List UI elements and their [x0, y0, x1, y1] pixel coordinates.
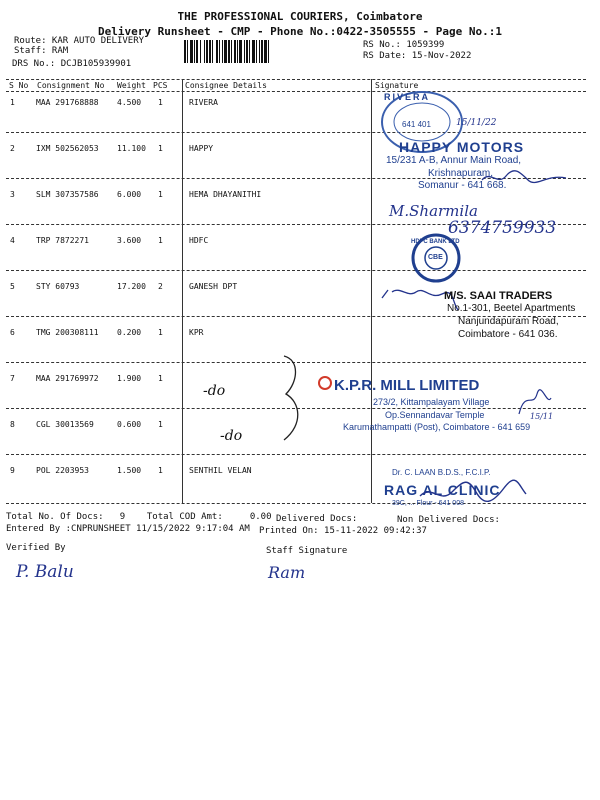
- barcode-bar: [264, 40, 267, 63]
- row-sno: 8: [10, 420, 15, 429]
- barcode-bar: [224, 40, 227, 63]
- row-weight: 0.600: [117, 420, 142, 429]
- barcode-bar: [212, 40, 213, 63]
- barcode-bar: [231, 40, 232, 63]
- row-rule: [6, 132, 586, 133]
- row-sno: 9: [10, 466, 15, 475]
- row-consignment: CGL 30013569: [36, 420, 94, 429]
- table-header-rule: [6, 91, 586, 92]
- row-pcs: 1: [158, 236, 163, 245]
- clinic-line1: Dr. C. LAAN B.D.S., F.C.I.P.: [392, 468, 491, 477]
- barcode-bar: [190, 40, 193, 63]
- clinic-line2: RAG AL CLINIC: [384, 482, 501, 498]
- brace-mark: [270, 352, 310, 444]
- rivera-stamp-text: RIVERA: [384, 92, 431, 102]
- row-consignee: HDFC: [189, 236, 209, 245]
- barcode-bar: [216, 40, 218, 63]
- rivera-stamp-code: 641 401: [402, 120, 431, 129]
- kpr-line2: Op.Sennandavar Temple: [385, 410, 485, 420]
- table-top-rule: [6, 79, 586, 80]
- barcode-bar: [249, 40, 250, 63]
- row-consignee: HEMA DHAYANITHI: [189, 190, 262, 199]
- row-weight: 6.000: [117, 190, 142, 199]
- handwritten-name: M.Sharmila: [389, 202, 478, 220]
- hdfc-stamp-inner: CBE: [428, 254, 443, 261]
- barcode-bar: [237, 40, 238, 63]
- staff-label: Staff: RAM: [14, 46, 69, 56]
- clinic-line3: 39C, ... Flour - 641 008: [392, 500, 464, 507]
- verified-by-label: Verified By: [6, 543, 66, 553]
- row-weight: 11.100: [117, 144, 146, 153]
- ditto-mark-row8: -do: [220, 428, 243, 444]
- delivered-docs: Delivered Docs:: [276, 514, 358, 524]
- row-sno: 2: [10, 144, 15, 153]
- staff-signature-label: Staff Signature: [266, 546, 348, 556]
- row-sno: 7: [10, 374, 15, 383]
- barcode-bar: [252, 40, 255, 63]
- row-consignment: MAA 291768888: [36, 98, 99, 107]
- row-pcs: 1: [158, 190, 163, 199]
- kpr-line3: Karumathampatti (Post), Coimbatore - 641 659: [343, 422, 531, 432]
- row-rule: [6, 454, 586, 455]
- handwritten-phone: 6374759933: [448, 218, 557, 238]
- barcode-bar: [196, 40, 198, 63]
- happy-motors-line2: Krishnapuram,: [428, 168, 494, 179]
- saai-traders-line2: Nanjundapuram Road,: [458, 316, 559, 327]
- row-pcs: 1: [158, 374, 163, 383]
- barcode-bar: [246, 40, 248, 63]
- saai-traders-line1: No.1-301, Beetel Apartments: [447, 303, 576, 314]
- barcode-bar: [194, 40, 195, 63]
- row-consignment: TMG 200308111: [36, 328, 99, 337]
- row-pcs: 1: [158, 98, 163, 107]
- entered-by: Entered By :CNPRUNSHEET 11/15/2022 9:17:04 AM: [6, 524, 250, 534]
- kpr-logo: [318, 375, 332, 389]
- row-weight: 17.200: [117, 282, 146, 291]
- row-pcs: 1: [158, 328, 163, 337]
- drs-label: DRS No.: DCJB105939901: [12, 59, 132, 69]
- barcode-bar: [244, 40, 245, 63]
- signature-divider: [371, 79, 372, 503]
- col-signature: Signature: [375, 81, 419, 90]
- barcode-bar: [261, 40, 263, 63]
- row-weight: 4.500: [117, 98, 142, 107]
- row-consignment: MAA 291769972: [36, 374, 99, 383]
- row-weight: 3.600: [117, 236, 142, 245]
- row-weight: 1.900: [117, 374, 142, 383]
- col-consignee: Consignee Details: [185, 81, 267, 90]
- barcode-bar: [239, 40, 242, 63]
- row-sno: 3: [10, 190, 15, 199]
- barcode-bar: [184, 40, 186, 63]
- row-pcs: 1: [158, 420, 163, 429]
- row-consignee: SENTHIL VELAN: [189, 466, 252, 475]
- row-consignment: TRP 7872271: [36, 236, 89, 245]
- barcode-bar: [234, 40, 236, 63]
- row-sno: 5: [10, 282, 15, 291]
- row-consignment: IXM 502562053: [36, 144, 99, 153]
- row-sno: 4: [10, 236, 15, 245]
- row-pcs: 1: [158, 466, 163, 475]
- row-rule: [6, 270, 586, 271]
- happy-motors-line1: 15/231 A-B, Annur Main Road,: [386, 155, 522, 166]
- company-title: THE PROFESSIONAL COURIERS, Coimbatore: [177, 10, 423, 23]
- kpr-mill-name: K.P.R. MILL LIMITED: [334, 377, 480, 394]
- hdfc-stamp: [405, 233, 467, 283]
- happy-motors-line3: Somanur - 641 668.: [418, 180, 507, 191]
- col-sno: S No: [9, 81, 29, 90]
- row-sno: 1: [10, 98, 15, 107]
- row-consignee: KPR: [189, 328, 204, 337]
- row-weight: 0.200: [117, 328, 142, 337]
- kpr-date: 15/11: [530, 412, 554, 421]
- runsheet-subtitle: Delivery Runsheet - CMP - Phone No.:0422-3505555 - Page No.:1: [98, 25, 502, 38]
- barcode-bar: [187, 40, 188, 63]
- row-pcs: 1: [158, 144, 163, 153]
- happy-signature: [480, 166, 570, 188]
- staff-signature: Ram: [268, 563, 306, 582]
- barcode-bar: [204, 40, 205, 63]
- ditto-mark-row7: -do: [203, 383, 226, 399]
- clinic-signature: [418, 474, 528, 506]
- totals-line: Total No. Of Docs: 9 Total COD Amt: 0.00: [6, 512, 272, 522]
- col-pcs: PCS: [153, 81, 168, 90]
- barcode-bar: [228, 40, 230, 63]
- row-pcs: 2: [158, 282, 163, 291]
- barcode: [182, 40, 357, 63]
- kpr-logo-circle: [318, 376, 332, 390]
- barcode-bar: [222, 40, 223, 63]
- barcode-graphic: [182, 40, 357, 63]
- col-consignment: Consignment No: [37, 81, 105, 90]
- barcode-bar: [206, 40, 208, 63]
- row-consignment: STY 60793: [36, 282, 80, 291]
- barcode-bar: [200, 40, 201, 63]
- barcode-bar: [256, 40, 257, 63]
- verified-signature: P. Balu: [16, 562, 74, 582]
- happy-motors-name: HAPPY MOTORS: [399, 139, 525, 155]
- row-consignee: HAPPY: [189, 144, 214, 153]
- printed-on: Printed On: 15-11-2022 09:42:37: [259, 526, 427, 536]
- route-label: Route: KAR AUTO DELIVERY: [14, 36, 145, 46]
- kpr-line1: 273/2, Kittampalayam Village: [373, 397, 490, 407]
- non-delivered-docs: Non Delivered Docs:: [397, 515, 500, 525]
- row-consignee: GANESH DPT: [189, 282, 238, 291]
- barcode-bar: [259, 40, 260, 63]
- saai-traders-name: M/S. SAAI TRADERS: [444, 290, 553, 302]
- col-weight: Weight: [117, 81, 146, 90]
- rivera-date: 15/11/22: [456, 118, 497, 128]
- consignee-divider: [182, 79, 183, 503]
- row-consignment: POL 2203953: [36, 466, 89, 475]
- row-weight: 1.500: [117, 466, 142, 475]
- row-consignee: RIVERA: [189, 98, 218, 107]
- barcode-bar: [268, 40, 269, 63]
- barcode-bar: [219, 40, 220, 63]
- row-consignment: SLM 307357586: [36, 190, 99, 199]
- saai-traders-line3: Coimbatore - 641 036.: [458, 329, 558, 340]
- hdfc-stamp-text: HDFC BANK LTD: [411, 239, 460, 245]
- rs-number: RS No.: 1059399: [363, 40, 445, 50]
- barcode-bar: [209, 40, 211, 63]
- row-sno: 6: [10, 328, 15, 337]
- rs-date: RS Date: 15-Nov-2022: [363, 51, 472, 61]
